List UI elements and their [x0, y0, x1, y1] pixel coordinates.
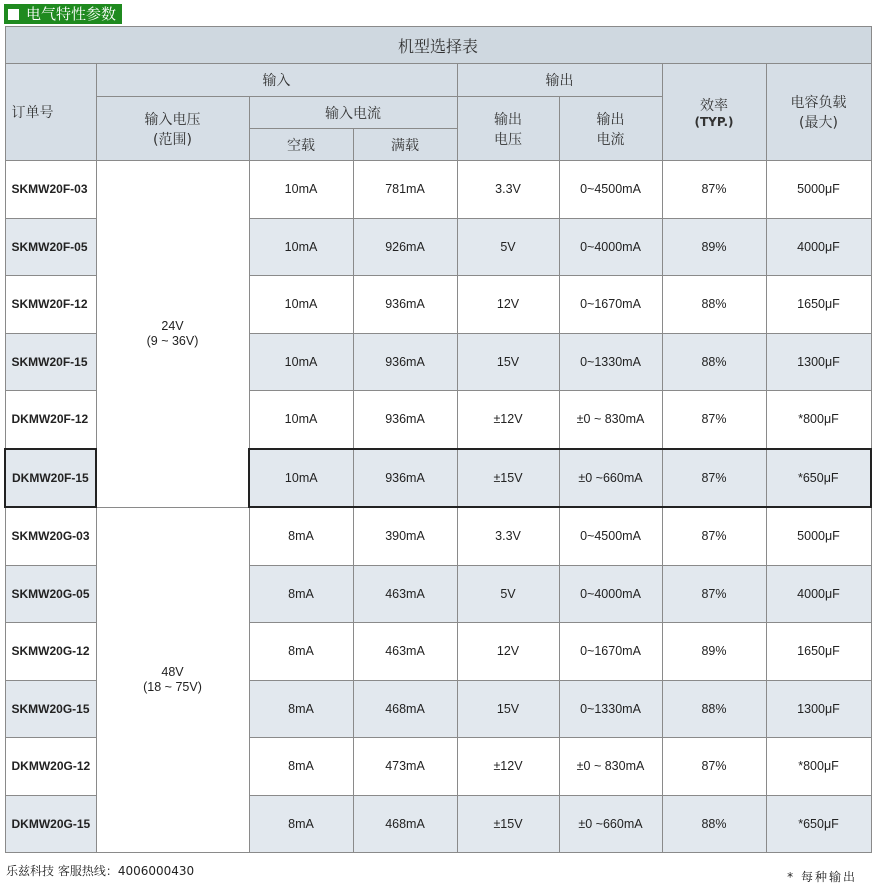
input-voltage-value: 48V: [161, 664, 184, 679]
output-voltage-cell: 15V: [457, 680, 559, 738]
efficiency-cell: 87%: [662, 449, 766, 508]
no-load-cell: 10mA: [249, 449, 353, 508]
model-selection-table: [4, 26, 872, 853]
no-load-cell: 8mA: [249, 507, 353, 565]
footer-hotline: 乐兹科技 客服热线：4006000430: [6, 864, 195, 878]
output-voltage-cell: ±12V: [457, 738, 559, 796]
no-load-cell: 8mA: [249, 565, 353, 623]
header-output-voltage: [457, 97, 559, 161]
model-cell: SKMW20G-12: [5, 623, 96, 681]
full-load-cell: 473mA: [353, 738, 457, 796]
cap-load-cell: 1300μF: [766, 680, 871, 738]
no-load-cell: 10mA: [249, 161, 353, 219]
no-load-cell: 10mA: [249, 218, 353, 276]
header-output-current-l1: 输出: [596, 111, 625, 128]
header-output-voltage-l2: 电压: [494, 131, 522, 148]
full-load-cell: 468mA: [353, 795, 457, 853]
cap-load-cell: 5000μF: [766, 161, 871, 219]
output-current-cell: 0~4000mA: [559, 218, 662, 276]
output-current-cell: 0~1670mA: [559, 623, 662, 681]
header-input-voltage: [96, 97, 249, 161]
no-load-cell: 8mA: [249, 680, 353, 738]
cap-load-cell: *650μF: [766, 795, 871, 853]
no-load-cell: 10mA: [249, 333, 353, 391]
header-efficiency-sub: (TYP.): [694, 115, 734, 129]
output-voltage-cell: 12V: [457, 276, 559, 334]
efficiency-cell: 89%: [662, 218, 766, 276]
cap-load-cell: 5000μF: [766, 507, 871, 565]
section-title-tag: [4, 4, 122, 24]
no-load-cell: 10mA: [249, 276, 353, 334]
model-cell: DKMW20G-12: [5, 738, 96, 796]
efficiency-cell: 89%: [662, 623, 766, 681]
full-load-cell: 468mA: [353, 680, 457, 738]
header-input-voltage-label: 输入电压: [144, 111, 201, 128]
output-voltage-cell: 5V: [457, 565, 559, 623]
model-cell: DKMW20F-15: [5, 449, 96, 508]
full-load-cell: 463mA: [353, 565, 457, 623]
output-current-cell: 0~4500mA: [559, 161, 662, 219]
model-cell: DKMW20F-12: [5, 391, 96, 449]
square-icon: [8, 9, 19, 20]
cap-load-cell: 4000μF: [766, 565, 871, 623]
output-current-cell: 0~1670mA: [559, 276, 662, 334]
input-voltage-cell: [96, 161, 249, 508]
output-current-cell: 0~1330mA: [559, 333, 662, 391]
output-current-cell: ±0 ~660mA: [559, 449, 662, 508]
header-full-load: 满载: [353, 129, 457, 161]
efficiency-cell: 87%: [662, 507, 766, 565]
header-cap-load-sub: (最大): [799, 115, 838, 131]
header-output: 输出: [457, 64, 662, 97]
header-efficiency-label: 效率: [700, 98, 728, 114]
no-load-cell: 8mA: [249, 738, 353, 796]
header-cap-load-label: 电容负载: [790, 95, 847, 111]
input-voltage-range: (18 ~ 75V): [143, 679, 202, 694]
model-cell: SKMW20G-15: [5, 680, 96, 738]
output-voltage-cell: 15V: [457, 333, 559, 391]
header-input-current: 输入电流: [249, 97, 457, 129]
output-voltage-cell: 3.3V: [457, 507, 559, 565]
full-load-cell: 781mA: [353, 161, 457, 219]
header-input: 输入: [96, 64, 457, 97]
header-input-voltage-sub: (范围): [153, 131, 192, 148]
model-cell: SKMW20F-12: [5, 276, 96, 334]
output-current-cell: ±0 ~ 830mA: [559, 738, 662, 796]
efficiency-cell: 87%: [662, 391, 766, 449]
full-load-cell: 936mA: [353, 333, 457, 391]
footer-note: * 每种输出: [787, 870, 857, 884]
table-caption: 机型选择表: [5, 27, 871, 64]
model-cell: DKMW20G-15: [5, 795, 96, 853]
efficiency-cell: 88%: [662, 276, 766, 334]
efficiency-cell: 87%: [662, 738, 766, 796]
header-no-load: 空载: [249, 129, 353, 161]
model-cell: SKMW20F-03: [5, 161, 96, 219]
output-current-cell: 0~1330mA: [559, 680, 662, 738]
no-load-cell: 10mA: [249, 391, 353, 449]
input-voltage-range: (9 ~ 36V): [146, 333, 199, 348]
output-voltage-cell: ±12V: [457, 391, 559, 449]
output-current-cell: 0~4500mA: [559, 507, 662, 565]
efficiency-cell: 87%: [662, 161, 766, 219]
no-load-cell: 8mA: [249, 623, 353, 681]
full-load-cell: 390mA: [353, 507, 457, 565]
efficiency-cell: 88%: [662, 795, 766, 853]
table-row: [5, 507, 871, 565]
output-current-cell: 0~4000mA: [559, 565, 662, 623]
header-output-voltage-l1: 输出: [494, 111, 522, 128]
output-current-cell: ±0 ~660mA: [559, 795, 662, 853]
cap-load-cell: 1650μF: [766, 623, 871, 681]
input-voltage-value: 24V: [161, 318, 184, 333]
cap-load-cell: 1650μF: [766, 276, 871, 334]
cap-load-cell: *800μF: [766, 738, 871, 796]
efficiency-cell: 87%: [662, 565, 766, 623]
header-output-current-l2: 电流: [596, 131, 625, 148]
section-title: 电气特性参数: [26, 5, 117, 23]
no-load-cell: 8mA: [249, 795, 353, 853]
full-load-cell: 936mA: [353, 276, 457, 334]
output-voltage-cell: 12V: [457, 623, 559, 681]
cap-load-cell: *800μF: [766, 391, 871, 449]
header-cap-load: [766, 64, 871, 161]
output-voltage-cell: 3.3V: [457, 161, 559, 219]
model-cell: SKMW20G-05: [5, 565, 96, 623]
efficiency-cell: 88%: [662, 680, 766, 738]
efficiency-cell: 88%: [662, 333, 766, 391]
full-load-cell: 926mA: [353, 218, 457, 276]
full-load-cell: 936mA: [353, 391, 457, 449]
header-output-current: [559, 97, 662, 161]
model-cell: SKMW20F-15: [5, 333, 96, 391]
output-voltage-cell: ±15V: [457, 449, 559, 508]
model-cell: SKMW20G-03: [5, 507, 96, 565]
full-load-cell: 463mA: [353, 623, 457, 681]
output-voltage-cell: 5V: [457, 218, 559, 276]
input-voltage-cell: [96, 507, 249, 853]
header-order-no: 订单号: [5, 64, 96, 161]
model-cell: SKMW20F-05: [5, 218, 96, 276]
cap-load-cell: 1300μF: [766, 333, 871, 391]
table-row: [5, 161, 871, 219]
output-current-cell: ±0 ~ 830mA: [559, 391, 662, 449]
output-voltage-cell: ±15V: [457, 795, 559, 853]
full-load-cell: 936mA: [353, 449, 457, 508]
header-efficiency: [662, 64, 766, 161]
cap-load-cell: 4000μF: [766, 218, 871, 276]
cap-load-cell: *650μF: [766, 449, 871, 508]
